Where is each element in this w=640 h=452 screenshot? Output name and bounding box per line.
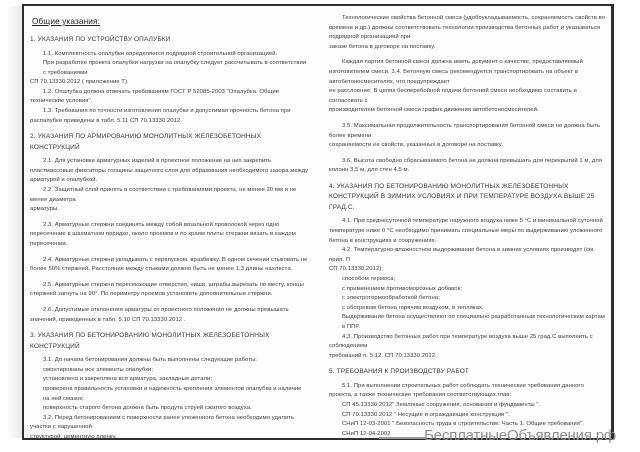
watermark-text: БесплатныеОбъявления.рф (424, 427, 616, 444)
reference-sp-45-13330: СП 45.13330.2012" Земляные сооружения, основания и фундаменты ". (342, 402, 541, 408)
paragraph-3-5-cont: сохраняемости ее свойств, указанных в договоре на поставку. (329, 142, 503, 149)
section-heading-4: 4. УКАЗАНИЯ ПО БЕТОНИРОВАНИЮ МОНОЛИТНЫХ ЖЕЛЕЗОБЕТОННЫХ КОНСТРУКЦИЙ В ЗИМНИХ УСЛОВИЯХ И ПРИ ТЕМПЕРАТУРЕ ВОЗДУХА ВЫШЕ 25 ГРАД.С. (329, 182, 595, 211)
paragraph-1-2: 1.2. Опалубка должна отвечать требованиям ГОСТ Р 52085-2003 "Опалубка. Общие технические условия". (30, 88, 280, 105)
reference-sp-70-512: требований п. 5.12. СП 70.13330.2012. (329, 352, 437, 359)
paragraph-2-6: 2.6. Допустимые отклонения арматуры от проектного положения не должны превышать значений, приведенных в табл. 5.10 СП 70.13330.2012 . (30, 306, 289, 323)
paragraph-schedule: производителем бетонной смеси график движения автобетоносмесителей. (329, 107, 539, 114)
reference-snip-12-03-2001: СНиП 12-03-2001 " Безопасность труда в строительстве. Часть 1. Общие требования". (342, 421, 584, 428)
section-heading-1: 1. УКАЗАНИЯ ПО УСТРОЙСТВУ ОПАЛУБКИ (30, 36, 171, 43)
reference-sp-70-p: СП 70.13330.2012): (329, 266, 383, 273)
paragraph-3-2-cont: структурой, цементную пленку. (30, 433, 117, 438)
paragraph-1-1: 1.1. Комплектность опалубки определяется подрядной строительной организацией. (43, 50, 278, 57)
paragraph-3-4: Каждая партия бетонной смеси должна иметь документ о качестве, предоставляемый изготовителем смеси. 3.4. Бетонную смесь рекомендуется транспортировать на объект в автобетоносмесителях, что предупреждает (329, 59, 583, 85)
paragraph-3-6: 3.6. Высота свободно сбрасываемого бетона не должна превышать для перекрытий 1 м, для колонн 3,5 м, для стен 4,5 м. (329, 157, 603, 174)
paragraph-3-2: 3.2. Перед бетонированием с поверхности ранее уложенного бетона необходимо удалить участки с нарушенной (30, 414, 295, 431)
paragraph-2-2: 2.2. Защитный слой принять в соответствии с требованиями проекта, не менее 20 мм и не менее диаметра (30, 187, 297, 203)
paragraph-4-2: 4.2. Температурно-влажностное выдерживание бетона в зимних условиях производят (см. прил. П (329, 247, 595, 263)
two-column-layout (24, 6, 612, 438)
document-sheet (24, 6, 612, 438)
paragraph-3-5: 3.5. Максимальная продолжительность транспортирования бетонной смеси не должна быть более времени (329, 122, 601, 139)
list-item-hot-air-heating: с обогревом бетона горячим воздухом, в тепляках. (342, 304, 484, 311)
paragraph-1-1-cont: При разработке проекта опалубки нагрузки на опалубку следует рассчитывать в соответствии с требованиями (43, 60, 307, 76)
paragraph-2-3: 2.3. Арматурные стержни соединять между собой вязальной проволокой через одно пересечение в шахматном порядке, около проемов и по краям плиты стержни вязать в каждом пересечении. (30, 221, 296, 247)
paragraph-1-3: 1.3. Требования по точности изготовления опалубки и допустимая прочность бетона при распалубке приведены в табл. 5.11 СП 70.13330.2012. (30, 108, 291, 124)
paragraph-3-4-cont: ее расслоение. В целях бесперебойной подачи бетонной смеси необходимо составить и согласовать с (329, 88, 577, 104)
list-item-antifreeze-additives: с применением противоморозных добавок; (342, 285, 462, 292)
paragraph-5-1: 5.1. При выполнении строительных работ соблюдать технические требования данного проекта, а также технические требования соответствующих глав: (329, 382, 584, 399)
reference-snip-12-04-2002: СНиП 12-04-2002 (342, 430, 391, 437)
paragraph-2-1: 2.1. Для установки арматурных изделий в проектное положение на них закрепить пластмассовые фиксаторы толщины защитного слоя для образования необходимого зазора между арматурой и опалубкой. (30, 158, 309, 184)
watermark-rule (379, 437, 425, 439)
paragraph-2-5: 2.5. Арматурные стержни пересекающие отверстия, ниши, штрабы вырезать по месту, концы стержней загнуть на 90°. По периметру проемов установить дополнительные стержни. (30, 281, 304, 298)
section-heading-2: 2. УКАЗАНИЯ ПО АРМИРОВАНИЮ МОНОЛИТНЫХ ЖЕЛЕЗОБЕТОННЫХ КОНСТРУКЦИЙ (30, 133, 262, 151)
reference-sp-70-t: СП 70.13330.2012 ( приложение Т). (30, 79, 129, 86)
right-column (323, 6, 612, 438)
left-column (24, 6, 313, 438)
paragraph-2-4: 2.4. Арматурные стержни укладывать с перепуском, вразбежку. В одном сечении стыковать не более 50% стержней. Расстояние между стыками должно быть не менее 1,3 длины нахлеста. (30, 256, 308, 273)
section-heading-5: 5. ТРЕБОВАНИЯ К ПРОИЗВОДСТВУ РАБОТ (329, 368, 470, 376)
list-item-electrothermal: с электротермообработкой бетона; (342, 295, 440, 302)
paragraph-order-contract: заказе бетона в договоре на поставку. (329, 43, 436, 50)
list-item-installation-checked: проверена правильность установки и надежность крепления элементов опалубки и наличие на ней смазок; (43, 385, 302, 402)
paragraph-4-1: 4.1. При среднесуточной температуре наружного воздуха ниже 5 °С и минимальной суточной температуре ниже 0 °С необходимо принимать специальные меры по выдерживанию уложенного бетона в конструкциях и сооружениях. (329, 218, 603, 244)
paragraph-4-3: 4.3. Производство бетонных работ при температуре воздуха выше 25 град.С выполнить с соблюдением (329, 333, 593, 350)
list-item-surface-blown: поверхность старого бетона должна быть продута струей сжатого воздуха. (43, 405, 252, 412)
reference-sp-70-13330: СП 70.13330.2012 " Несущие и ограждающие конструкции ". (342, 411, 510, 418)
list-item-thermos-method: способом термоса; (342, 275, 396, 282)
paragraph-2-2-cont: арматуры. (30, 206, 59, 213)
list-item-reinforcement-fixed: установлена и закреплена вся арматура, закладные детали; (43, 376, 213, 383)
paragraph-curing-tech-cards: Выдерживание бетона осуществляют по специально разработанным технологическим картам в ППР. (342, 314, 605, 330)
paragraph-3-1: 3.1. До начала бетонирования должны быть выполнены следующие работы: (43, 357, 257, 364)
list-item-formwork-assembled: смонтированы все элементы опалубки; (43, 366, 154, 373)
paragraph-tech-properties: Технологические свойства бетонной смеси (удобоукладываемость, сохраняемость свойств во времени и др.) должны соответствовать технологии производства бетонных работ и указываться подрядной организацией при (329, 15, 606, 41)
page-title: Общие указания: (32, 16, 101, 26)
section-heading-3: 3. УКАЗАНИЯ ПО БЕТОНИРОВАНИЮ МОНОЛИТНЫХ ЖЕЛЕЗОБЕТОННЫХ КОНСТРУКЦИЙ (30, 332, 270, 350)
